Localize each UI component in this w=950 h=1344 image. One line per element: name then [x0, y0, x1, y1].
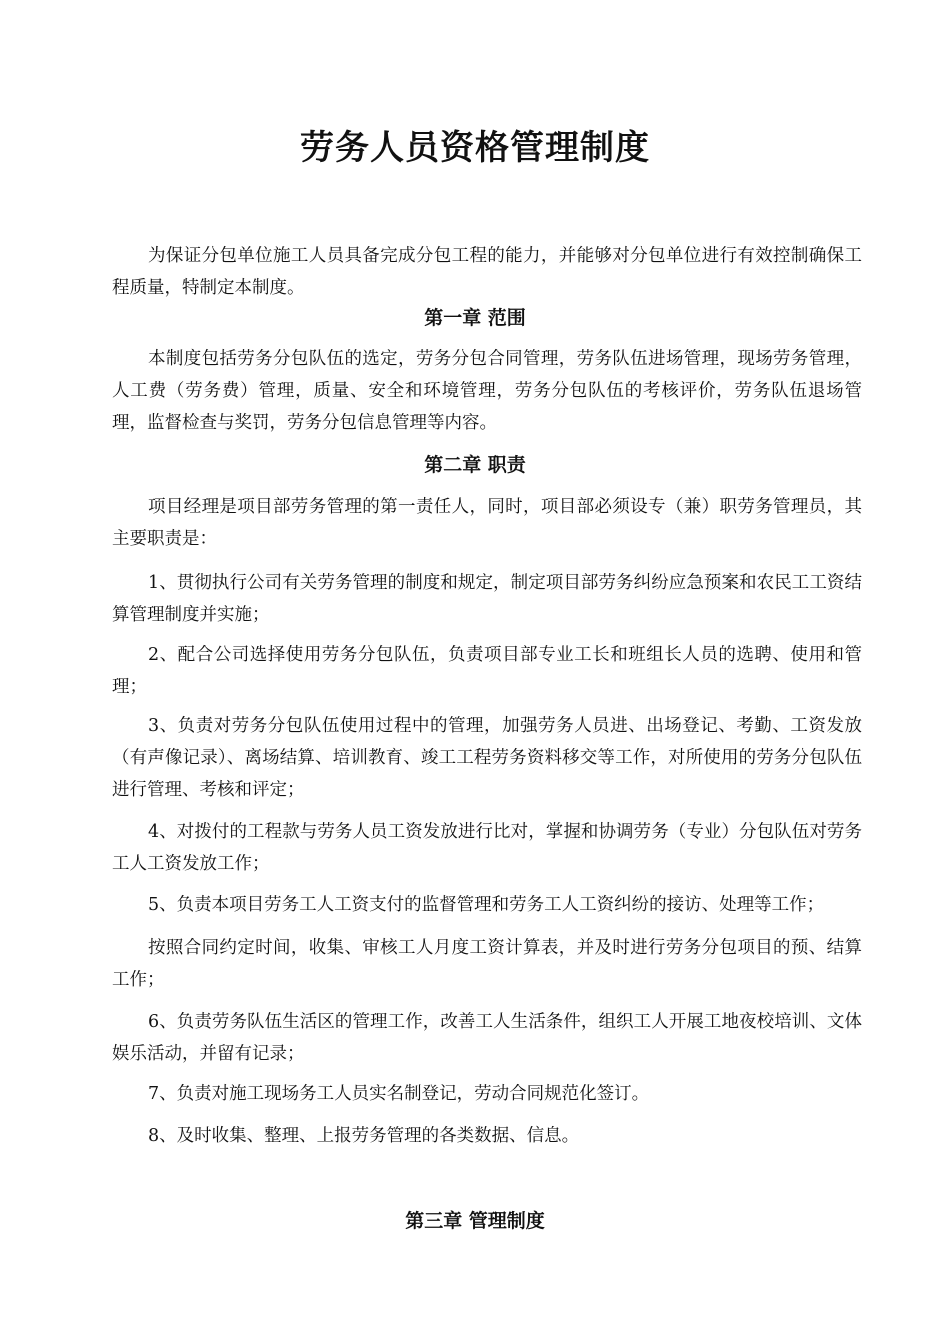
duty-item-3: 3、负责对劳务分包队伍使用过程中的管理，加强劳务人员进、出场登记、考勤、工资发放（有声像记录）、离场结算、培训教育、竣工工程劳务资料移交等工作，对所使用的劳务分包队伍进行管理、考核和评定； [112, 716, 862, 800]
chapter-2-heading: 第二章 职责 [424, 454, 526, 476]
duty-item-8: 8、及时收集、整理、上报劳务管理的各类数据、信息。 [148, 1126, 580, 1146]
duty-item-6: 6、负责劳务队伍生活区的管理工作，改善工人生活条件，组织工人开展工地夜校培训、文体娱乐活动，并留有记录； [112, 1012, 862, 1064]
intro-paragraph: 为保证分包单位施工人员具备完成分包工程的能力，并能够对分包单位进行有效控制确保工程质量，特制定本制度。 [112, 246, 862, 298]
chapter-2-intro: 项目经理是项目部劳务管理的第一责任人，同时，项目部必须设专（兼）职劳务管理员，其主要职责是： [112, 497, 862, 549]
duty-item-1: 1、贯彻执行公司有关劳务管理的制度和规定，制定项目部劳务纠纷应急预案和农民工工资结算管理制度并实施； [112, 573, 862, 625]
document-title: 劳务人员资格管理制度 [300, 128, 650, 168]
duty-item-4: 4、对拨付的工程款与劳务人员工资发放进行比对，掌握和协调劳务（专业）分包队伍对劳务工人工资发放工作； [112, 822, 862, 874]
chapter-1-heading: 第一章 范围 [424, 307, 526, 329]
duty-item-5-continued: 按照合同约定时间，收集、审核工人月度工资计算表，并及时进行劳务分包项目的预、结算工作； [112, 938, 862, 990]
duty-item-7: 7、负责对施工现场务工人员实名制登记，劳动合同规范化签订。 [148, 1084, 650, 1104]
duty-item-2: 2、配合公司选择使用劳务分包队伍，负责项目部专业工长和班组长人员的选聘、使用和管理； [112, 645, 862, 697]
chapter-1-body: 本制度包括劳务分包队伍的选定，劳务分包合同管理，劳务队伍进场管理，现场劳务管理，人工费（劳务费）管理，质量、安全和环境管理，劳务分包队伍的考核评价，劳务队伍退场管理，监督检查与奖罚，劳务分包信息管理等内容。 [112, 349, 862, 433]
duty-item-5: 5、负责本项目劳务工人工资支付的监督管理和劳务工人工资纠纷的接访、处理等工作； [148, 895, 825, 915]
chapter-3-heading: 第三章 管理制度 [405, 1210, 545, 1232]
